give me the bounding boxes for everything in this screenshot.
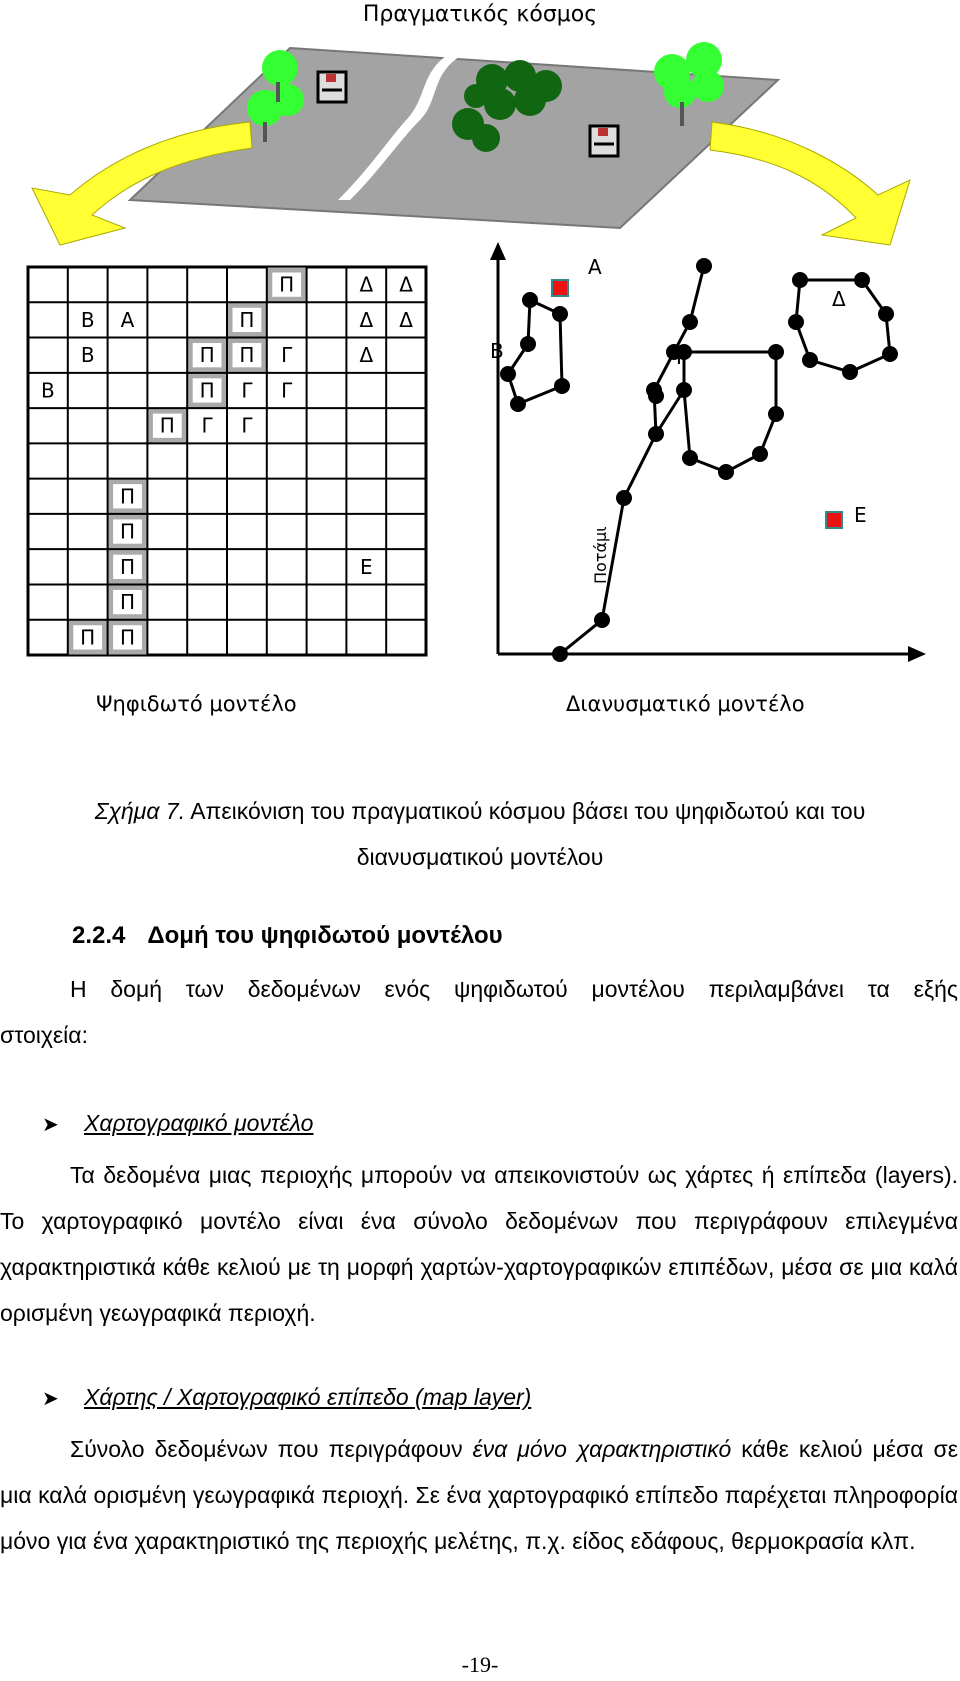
label-e: Ε [854,503,867,527]
vector-node [882,346,898,362]
grid-cell-label: Δ [359,343,374,368]
label-b: Β [490,339,504,363]
grid-cell-label: Γ [281,378,293,403]
vector-node [752,446,768,462]
figure-reference: Σχήμα 7. [94,798,186,824]
grid-cell-label: Γ [241,413,253,438]
house-icon-right [590,126,618,156]
bullet-cartographic-model [42,1110,313,1137]
page-number: -19- [461,1652,499,1677]
grid-cell-label: Π [80,625,96,650]
vector-node [792,272,808,288]
bullet-text-2: Σύνολο δεδομένων που περιγράφουν ένα μόνο χαρακτηριστικό κάθε κελιού μέσα σε μια καλά ορισμένη γεωγραφικά περιοχή. Σε ένα χαρτογραφικό επίπεδο παρέχεται πληροφορία μόνο για ένα χαρακτηριστικό της περιοχής μελέτης, π.χ. είδος εδάφους, θερμοκρασία κλπ. [0,1436,958,1554]
vector-node [878,306,894,322]
section-number: 2.2.4 [72,922,126,949]
bullet-text-1: Τα δεδομένα μιας περιοχής μπορούν να απεικονιστούν ως χάρτες ή επίπεδα (layers). Το χαρτογραφικό μοντέλο είναι ένα σύνολο δεδομένων που περιγράφουν επιλεγμένα χαρακτηριστικά κάθε κελιού με τη μορφή χαρτών-χαρτογραφικών επιπέδων, μέσα σε μια καλά ορισμένη γεωγραφικά περιοχή. [0,1162,958,1326]
bullet-map-layer [42,1384,531,1411]
label-g: Γ [676,345,688,369]
vector-node [842,364,858,380]
bullet-arrow-icon: ➤ [42,1114,59,1136]
grid-cell-label: Π [199,378,215,403]
x-axis-arrow-icon [908,646,926,662]
bullet-title: Χαρτογραφικό μοντέλο [84,1110,314,1136]
grid-cell-label: Ε [359,554,373,579]
caption-line-2: διανυσματικού μοντέλου [356,844,604,870]
real-world-illustration [0,30,960,250]
vector-model-diagram [470,236,930,676]
grid-cell-label: Γ [281,343,293,368]
grid-cell-label: Π [119,554,136,579]
vector-node [554,378,570,394]
grid-cell-label: Δ [359,272,374,297]
grid-cell-label: Π [239,343,255,368]
vector-node [552,306,568,322]
grid-cell-label: Π [119,484,136,509]
emphasis-text: ένα μόνο χαρακτηριστικό [472,1436,732,1462]
vector-node [676,382,692,398]
bullet-title: Χάρτης / Χαρτογραφικό επίπεδο (map layer) [84,1384,532,1410]
vector-node [768,406,784,422]
grid-cell-label: Α [120,307,135,332]
vector-node [788,314,804,330]
grid-cell-label: Δ [399,307,413,332]
vector-node [648,388,664,404]
raster-model-label: Ψηφιδωτό μοντέλο [96,692,297,716]
caption-line-1: Απεικόνιση του πραγματικού κόσμου βάσει του ψηφιδωτού και του [190,798,866,824]
vector-node [648,426,664,442]
section-heading [72,922,503,950]
vector-node [682,450,698,466]
vector-node [802,352,818,368]
vector-node [552,646,568,662]
grid-cell-label: Β [41,378,55,403]
vector-node [696,258,712,274]
grid-cell-label: Π [119,625,136,650]
grid-cell-label: Γ [201,413,213,438]
grid-cell-label: Π [119,519,136,544]
grid-cell-label: Π [159,413,175,438]
grid-cell-label: Δ [399,272,413,297]
label-a: Α [588,255,602,279]
grid-cell-label: Π [279,272,295,297]
vector-node [854,272,870,288]
raster-grid [26,265,428,657]
y-axis-arrow-icon [490,242,506,260]
grid-cell-label: Π [239,307,255,332]
vector-node [768,344,784,360]
right-arrow-icon [710,122,910,245]
figure-caption [0,788,960,880]
bullet-arrow-icon: ➤ [42,1388,59,1410]
house-icon-left [318,72,346,102]
figure-title: Πραγματικός κόσμος [362,2,598,27]
label-river: Ποτάμι [591,526,610,584]
grid-cell-label: Π [119,590,136,615]
grid-cell-label: Γ [241,378,253,403]
vector-node [520,336,536,352]
vector-node [616,490,632,506]
vector-node [718,464,734,480]
vector-node [500,366,516,382]
vector-node [682,314,698,330]
vector-node [510,396,526,412]
section-title: Δομή του ψηφιδωτού μοντέλου [147,922,503,949]
grid-cell-label: Δ [359,307,374,332]
grid-cell-label: Β [80,307,95,332]
intro-line-2: στοιχεία: [0,1022,88,1048]
point-e-marker [826,512,842,528]
label-d: Δ [832,287,846,311]
vector-node [522,292,538,308]
vector-model-label: Διανυσματικό μοντέλο [566,692,805,716]
intro-paragraph [0,966,958,1058]
grid-cell-label: Π [199,343,215,368]
grid-cell-label: Β [80,343,95,368]
vector-node [594,612,610,628]
point-a-marker [552,280,568,296]
intro-line-1: Η δομή των δεδομένων ενός ψηφιδωτού μοντέλου περιλαμβάνει τα εξής [70,976,958,1002]
